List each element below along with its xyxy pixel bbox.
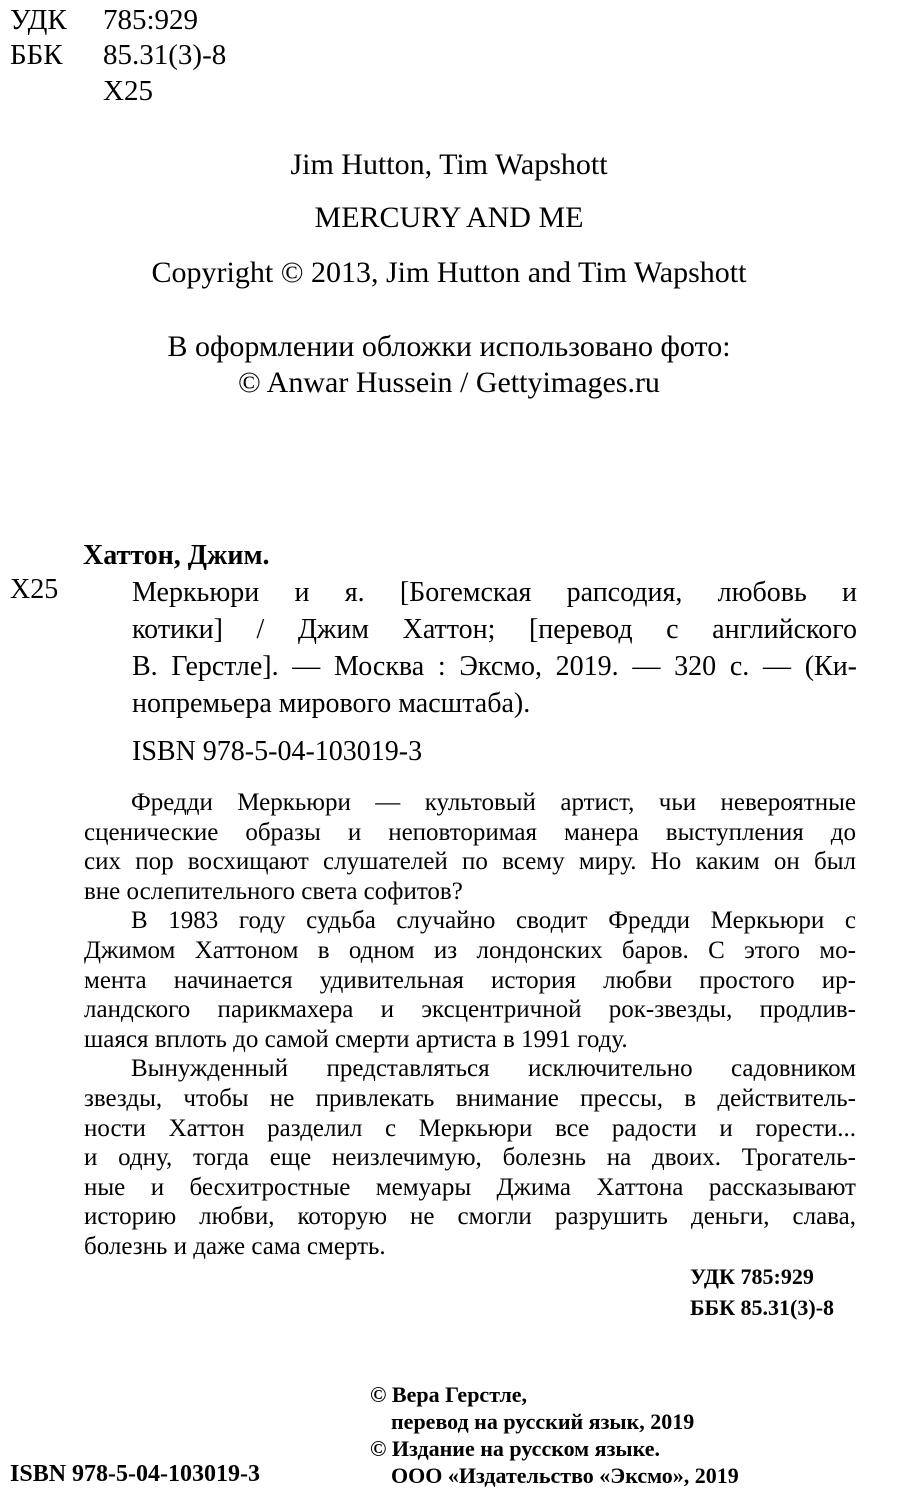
bbk-label: ББК: [10, 39, 63, 71]
udk-code: УДК 785:929: [690, 1264, 814, 1289]
copyright-line: © Вера Герстле,: [370, 1382, 528, 1407]
catalog-line: котики] / Джим Хаттон; [перевод с английского: [132, 614, 857, 645]
annotation-line: болезнь и даже сама смерть.: [84, 1232, 386, 1260]
annotation-line: Вынужденный представляться исключительно садовником: [131, 1055, 856, 1083]
annotation-line: В 1983 году судьба случайно сводит Фредди Меркьюри с: [131, 907, 856, 935]
catalog-isbn: ISBN 978-5-04-103019-3: [132, 736, 423, 767]
annotation-line: Джимом Хаттоном в одном из лондонских баров. С этого мо-: [84, 936, 856, 964]
catalog-line: В. Герстле]. — Москва : Эксмо, 2019. — 320 с. — (Ки-: [132, 651, 857, 682]
author-mark: Х25: [103, 75, 153, 107]
copyright-line: © Издание на русском языке.: [370, 1436, 660, 1461]
bbk-code: ББК 85.31(3)-8: [690, 1295, 835, 1320]
udk-label: УДК: [10, 4, 67, 36]
annotation-line: сих пор восхищают слушателей по всему миру. Но каким он был: [84, 848, 856, 876]
original-copyright: Copyright © 2013, Jim Hutton and Tim Wapshott: [151, 256, 747, 289]
catalog-line: Меркьюри и я. [Богемская рапсодия, любовь и: [132, 577, 857, 608]
annotation: [84, 788, 856, 1262]
annotation-line: историю любви, которую не смогли разрушить деньги, слава,: [84, 1203, 856, 1231]
annotation-line: ности Хаттон разделил с Меркьюри все радости и горести...: [84, 1114, 856, 1142]
annotation-line: ные и бесхитростные мемуары Джима Хаттона рассказывают: [84, 1173, 856, 1201]
original-authors: Jim Hutton, Tim Wapshott: [290, 148, 608, 181]
cover-credit-line2: © Anwar Hussein / Gettyimages.ru: [238, 366, 660, 399]
original-title: MERCURY AND ME: [314, 201, 584, 234]
catalog-line: нопремьера мирового масштаба).: [132, 688, 531, 719]
footer-isbn: ISBN 978-5-04-103019-3: [10, 1461, 260, 1487]
copyright-line: ООО «Издательство «Эксмо», 2019: [391, 1463, 739, 1488]
annotation-line: сценические образы и неповторимая манера выступления до: [84, 818, 856, 846]
annotation-line: Фредди Меркьюри — культовый артист, чьи невероятные: [131, 789, 856, 816]
catalog-description: [132, 574, 857, 722]
annotation-line: ландского парикмахера и эксцентричной рок-звезды, продлив-: [84, 996, 856, 1024]
udk-value: 785:929: [103, 4, 199, 36]
annotation-line: вне ослепительного света софитов?: [84, 877, 463, 905]
annotation-line: шаяся вплоть до самой смерти артиста в 1991 году.: [84, 1025, 628, 1053]
catalog-heading: Хаттон, Джим.: [83, 540, 270, 571]
annotation-line: звезды, чтобы не привлекать внимание прессы, в действитель-: [84, 1084, 856, 1112]
annotation-line: мента начинается удивительная история любви простого ир-: [84, 966, 856, 994]
bbk-value: 85.31(3)-8: [103, 39, 227, 71]
cover-credit-line1: В оформлении обложки использовано фото:: [167, 330, 731, 363]
catalog-mark: Х25: [10, 574, 59, 605]
annotation-line: и одну, тогда еще неизлечимую, болезнь на двоих. Трогатель-: [84, 1144, 856, 1172]
copyright-line: перевод на русский язык, 2019: [391, 1409, 695, 1434]
